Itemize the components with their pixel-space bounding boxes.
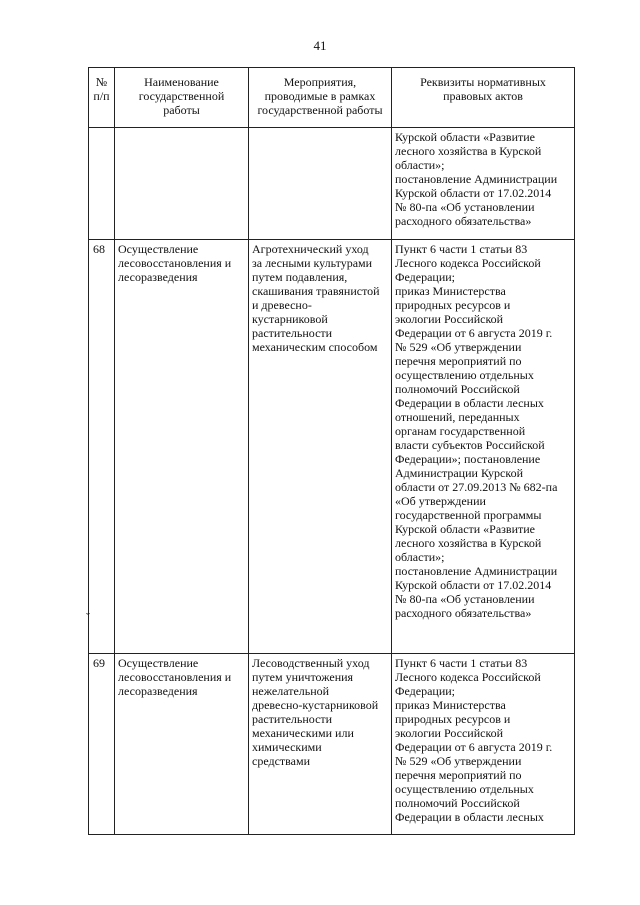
- document-table: [88, 67, 575, 835]
- row-requisites-cell: Пункт 6 части 1 статьи 83 Лесного кодекса Российской Федерации; приказ Министерства природных ресурсов и экологии Российской Федерации от 6 августа 2019 г. № 529 «Об утверждении перечня мероприятий по осуществлению отдельных полномочий Российской Федерации в области лесных отношений, переданных органам государственной власти субъектов Российской Федерации»; постановление Администрации Курской области от 27.09.2013 № 682-па «Об утверждении государственной программы Курской области «Развитие лесного хозяйства в Курской области»; постановление Администрации Курской области от 17.02.2014 № 80-па «Об установлении расходного обязательства»: [392, 240, 575, 654]
- row-num-cell: [89, 128, 115, 240]
- row-num-cell: 68: [89, 240, 115, 654]
- row-measures-cell: Лесоводственный уход путем уничтожения нежелательной древесно-кустарниковой растительности механическими или химическими средствами: [249, 654, 392, 835]
- table-header-row: [89, 68, 575, 128]
- table-row: [89, 240, 575, 654]
- row-requisites-cell: Курской области «Развитие лесного хозяйства в Курской области»; постановление Администрации Курской области от 17.02.2014 № 80-па «Об установлении расходного обязательства»: [392, 128, 575, 240]
- header-requisites: Реквизиты нормативных правовых актов: [392, 68, 575, 128]
- table-row: [89, 128, 575, 240]
- row-measures-cell: Агротехнический уход за лесными культурами путем подавления, скашивания травянистой и древесно- кустарниковой растительности механическим способом: [249, 240, 392, 654]
- header-measures: Мероприятия, проводимые в рамках государственной работы: [249, 68, 392, 128]
- row-name-cell: [115, 128, 249, 240]
- row-requisites-cell: Пункт 6 части 1 статьи 83 Лесного кодекса Российской Федерации; приказ Министерства природных ресурсов и экологии Российской Федерации от 6 августа 2019 г. № 529 «Об утверждении перечня мероприятий по осуществлению отдельных полномочий Российской Федерации в области лесных: [392, 654, 575, 835]
- header-num: № п/п: [89, 68, 115, 128]
- header-name: Наименование государственной работы: [115, 68, 249, 128]
- row-num-cell: 69: [89, 654, 115, 835]
- row-name-cell: Осуществление лесовосстановления и лесоразведения: [115, 654, 249, 835]
- page-number: 41: [313, 38, 327, 53]
- margin-mark: ˘: [86, 610, 90, 624]
- row-name-cell: Осуществление лесовосстановления и лесоразведения: [115, 240, 249, 654]
- row-measures-cell: [249, 128, 392, 240]
- table-row: [89, 654, 575, 835]
